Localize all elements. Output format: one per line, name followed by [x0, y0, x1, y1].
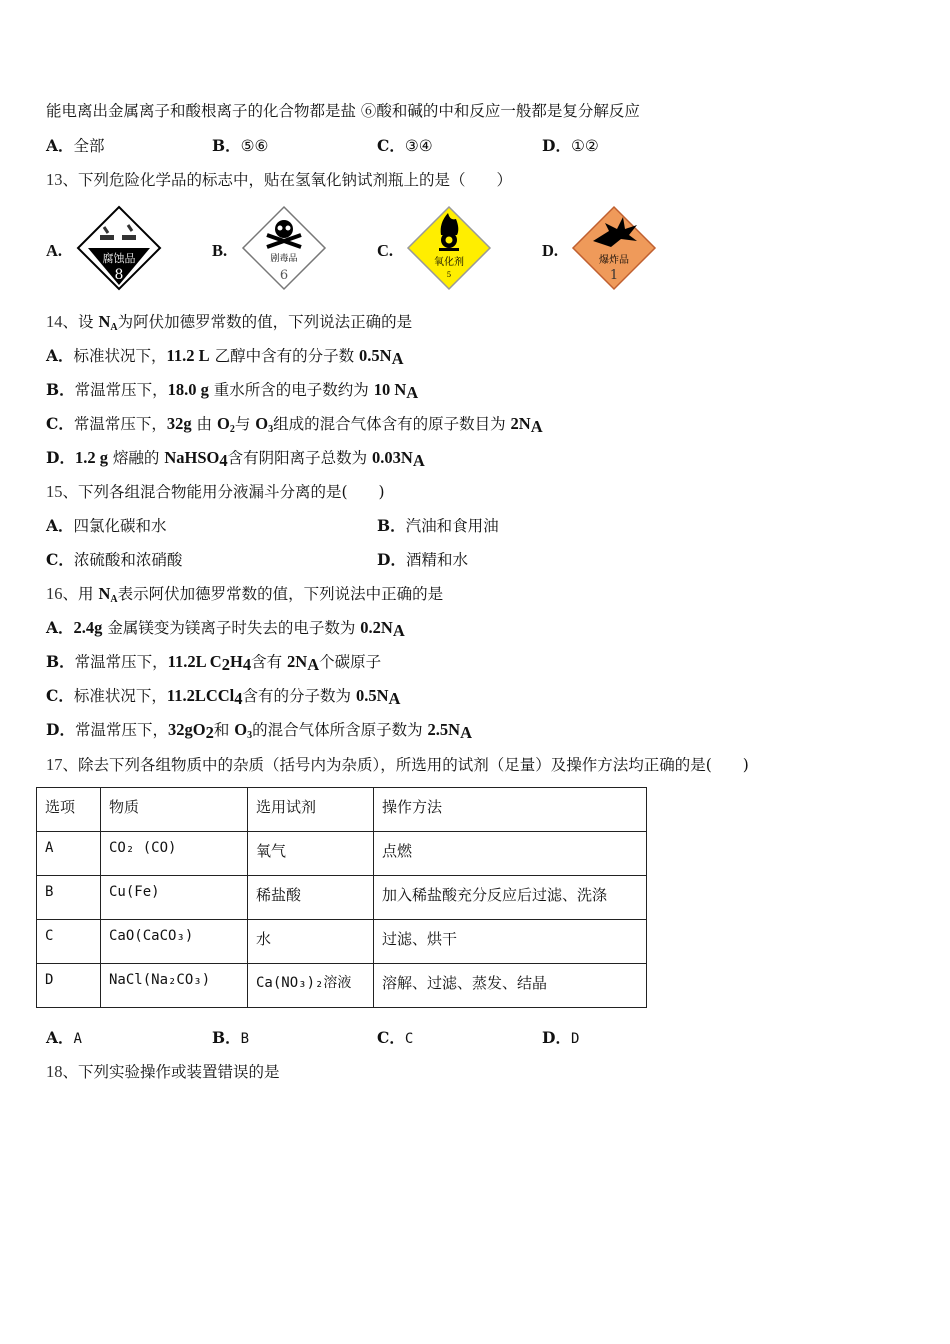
cell: 稀盐酸 — [248, 876, 374, 920]
q16-stem: 16、用 $N_A$表示阿伏加德罗常数的值，下列说法中正确的是 — [46, 584, 444, 605]
svg-text:腐蚀品: 腐蚀品 — [102, 252, 136, 265]
svg-text:爆炸品: 爆炸品 — [599, 255, 629, 266]
cell: Ca(NO₃)₂溶液 — [248, 964, 374, 1008]
cell: 溶解、过滤、蒸发、结晶 — [374, 964, 647, 1008]
q12-option-c[interactable]: C．③④ — [377, 136, 433, 155]
q13-option-c-label[interactable]: C. — [377, 241, 394, 260]
q14-option-b[interactable]: B．常温常压下，18.0 g 重水所含的电子数约为 10 $N_A$ — [46, 380, 419, 402]
table-header-row — [37, 788, 647, 832]
svg-text:5: 5 — [446, 271, 452, 279]
cell: 加入稀盐酸充分反应后过滤、洗涤 — [374, 876, 647, 920]
table-row — [37, 964, 647, 1008]
q17-stem: 17、除去下列各组物质中的杂质（括号内为杂质），所选用的试剂（足量）及操作方法均正确的是( ) — [46, 755, 749, 774]
table-row — [37, 876, 647, 920]
q12-continuation: 能电离出金属离子和酸根离子的化合物都是盐 ⑥酸和碱的中和反应一般都是复分解反应 — [46, 102, 640, 120]
cell: C — [37, 920, 101, 964]
q16-option-c[interactable]: C．标准状况下，11.2LCCl$_4$含有的分子数为 $0.5N_A$ — [46, 686, 401, 708]
cell: Cu(Fe) — [101, 876, 248, 920]
cell: 氧气 — [248, 832, 374, 876]
q14-option-d[interactable]: D．1.2 g 熔融的 NaHSO$_4$含有阴阳离子总数为 $0.03N_A$ — [46, 448, 425, 470]
cell: B — [37, 876, 101, 920]
q15-option-d[interactable]: D．酒精和水 — [377, 550, 468, 569]
q13-option-a-label[interactable]: A. — [46, 241, 63, 260]
table-row — [37, 832, 647, 876]
svg-text:氧化剂: 氧化剂 — [434, 257, 464, 268]
q17-table — [36, 787, 647, 1008]
toxic-sign[interactable] — [241, 205, 327, 291]
q16-option-b[interactable]: B．常温常压下，11.2L $C_2H_4$含有 $2N_A$个碳原子 — [46, 652, 382, 674]
cell: 水 — [248, 920, 374, 964]
cell: 过滤、烘干 — [374, 920, 647, 964]
cell: NaCl(Na₂CO₃) — [101, 964, 248, 1008]
q15-option-b[interactable]: B．汽油和食用油 — [377, 516, 499, 535]
cell: 点燃 — [374, 832, 647, 876]
corrosive-sign[interactable] — [76, 205, 162, 291]
q14-stem: 14、设 $N_A$为阿伏加德罗常数的值，下列说法正确的是 — [46, 312, 413, 333]
q14-option-c[interactable]: C．常温常压下，32g 由 $O_2$与 $O_3$组成的混合气体含有的原子数目为 $2N_A$ — [46, 414, 543, 436]
header-cell: 选项 — [37, 788, 101, 832]
svg-text:1: 1 — [609, 268, 619, 283]
cell: D — [37, 964, 101, 1008]
q17-option-d[interactable]: D．D — [542, 1028, 580, 1047]
header-cell: 物质 — [101, 788, 248, 832]
q13-stem: 13、下列危险化学品的标志中，贴在氢氧化钠试剂瓶上的是（ ） — [46, 170, 513, 189]
q15-option-c[interactable]: C．浓硫酸和浓硝酸 — [46, 550, 183, 569]
q13-option-d-label[interactable]: D. — [542, 241, 559, 260]
q13-option-b-label[interactable]: B. — [212, 241, 228, 260]
q17-option-a[interactable]: A．A — [46, 1028, 82, 1047]
svg-text:8: 8 — [114, 267, 124, 283]
oxidizer-sign[interactable] — [406, 205, 492, 291]
explosive-sign[interactable] — [571, 205, 657, 291]
q16-option-d[interactable]: D．常温常压下，$32gO_2$和 $O_3$的混合气体所含原子数为 $2.5N_A$ — [46, 720, 472, 742]
cell: A — [37, 832, 101, 876]
q17-option-b[interactable]: B．B — [212, 1028, 250, 1047]
q12-option-b[interactable]: B．⑤⑥ — [212, 136, 269, 155]
svg-text:剧毒品: 剧毒品 — [270, 254, 298, 264]
table-row — [37, 920, 647, 964]
q15-option-a[interactable]: A．四氯化碳和水 — [46, 516, 167, 535]
q14-option-a[interactable]: A．标准状况下，11.2 L 乙醇中含有的分子数 $0.5N_A$ — [46, 346, 404, 368]
q18-stem: 18、下列实验操作或装置错误的是 — [46, 1062, 280, 1081]
cell: CaO(CaCO₃) — [101, 920, 248, 964]
q17-option-c[interactable]: C．C — [377, 1028, 414, 1047]
q16-option-a[interactable]: A．2.4g 金属镁变为镁离子时失去的电子数为 $0.2N_A$ — [46, 618, 405, 640]
cell: CO₂ (CO) — [101, 832, 248, 876]
q15-stem: 15、下列各组混合物能用分液漏斗分离的是( ) — [46, 482, 385, 501]
svg-text:6: 6 — [279, 268, 289, 283]
header-cell: 操作方法 — [374, 788, 647, 832]
q12-option-a[interactable]: A．全部 — [46, 136, 105, 155]
header-cell: 选用试剂 — [248, 788, 374, 832]
q12-option-d[interactable]: D．①② — [542, 136, 599, 155]
